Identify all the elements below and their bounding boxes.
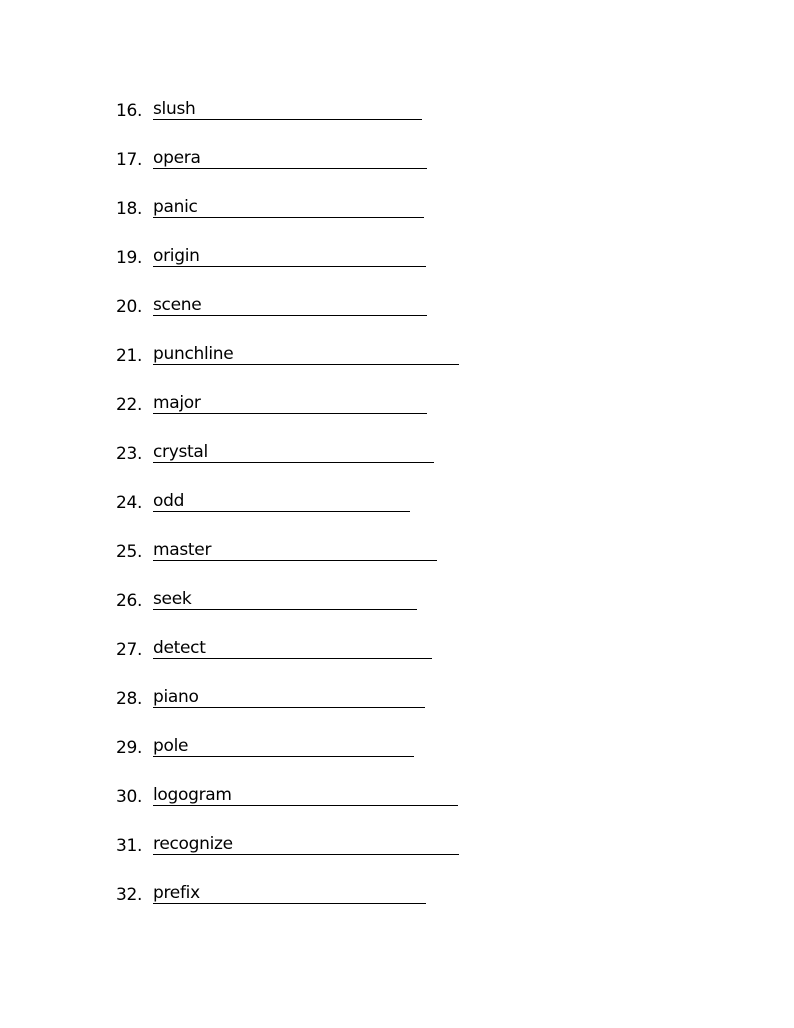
list-item bbox=[116, 293, 459, 342]
item-number: 21. bbox=[116, 346, 143, 366]
list-item bbox=[116, 783, 459, 832]
item-word-blank: odd bbox=[153, 493, 410, 512]
item-number: 26. bbox=[116, 591, 143, 611]
item-word-blank: panic bbox=[153, 199, 424, 218]
item-word-blank: origin bbox=[153, 248, 426, 267]
item-number: 19. bbox=[116, 248, 143, 268]
item-number: 29. bbox=[116, 738, 143, 758]
item-number: 28. bbox=[116, 689, 143, 709]
list-item bbox=[116, 734, 459, 783]
list-item bbox=[116, 881, 459, 930]
item-number: 31. bbox=[116, 836, 143, 856]
list-item bbox=[116, 538, 459, 587]
item-word-blank: crystal bbox=[153, 444, 434, 463]
list-item bbox=[116, 391, 459, 440]
item-number: 25. bbox=[116, 542, 143, 562]
item-word-blank: piano bbox=[153, 689, 425, 708]
item-word-blank: scene bbox=[153, 297, 427, 316]
item-number: 16. bbox=[116, 101, 143, 121]
list-item bbox=[116, 195, 459, 244]
list-item bbox=[116, 440, 459, 489]
item-word-blank: punchline bbox=[153, 346, 459, 365]
item-word-blank: opera bbox=[153, 150, 427, 169]
item-word-blank: detect bbox=[153, 640, 432, 659]
item-word-blank: seek bbox=[153, 591, 417, 610]
item-number: 22. bbox=[116, 395, 143, 415]
item-number: 24. bbox=[116, 493, 143, 513]
item-word-blank: slush bbox=[153, 101, 422, 120]
list-item bbox=[116, 342, 459, 391]
item-number: 32. bbox=[116, 885, 143, 905]
item-number: 18. bbox=[116, 199, 143, 219]
list-item bbox=[116, 587, 459, 636]
list-item bbox=[116, 97, 459, 146]
item-number: 23. bbox=[116, 444, 143, 464]
item-word-blank: major bbox=[153, 395, 427, 414]
item-word-blank: recognize bbox=[153, 836, 459, 855]
list-item bbox=[116, 685, 459, 734]
item-word-blank: logogram bbox=[153, 787, 458, 806]
list-item bbox=[116, 244, 459, 293]
item-number: 20. bbox=[116, 297, 143, 317]
list-item bbox=[116, 146, 459, 195]
item-number: 30. bbox=[116, 787, 143, 807]
word-list bbox=[116, 97, 459, 930]
item-word-blank: prefix bbox=[153, 885, 426, 904]
item-word-blank: pole bbox=[153, 738, 414, 757]
item-number: 17. bbox=[116, 150, 143, 170]
list-item bbox=[116, 489, 459, 538]
item-number: 27. bbox=[116, 640, 143, 660]
list-item bbox=[116, 636, 459, 685]
item-word-blank: master bbox=[153, 542, 437, 561]
list-item bbox=[116, 832, 459, 881]
